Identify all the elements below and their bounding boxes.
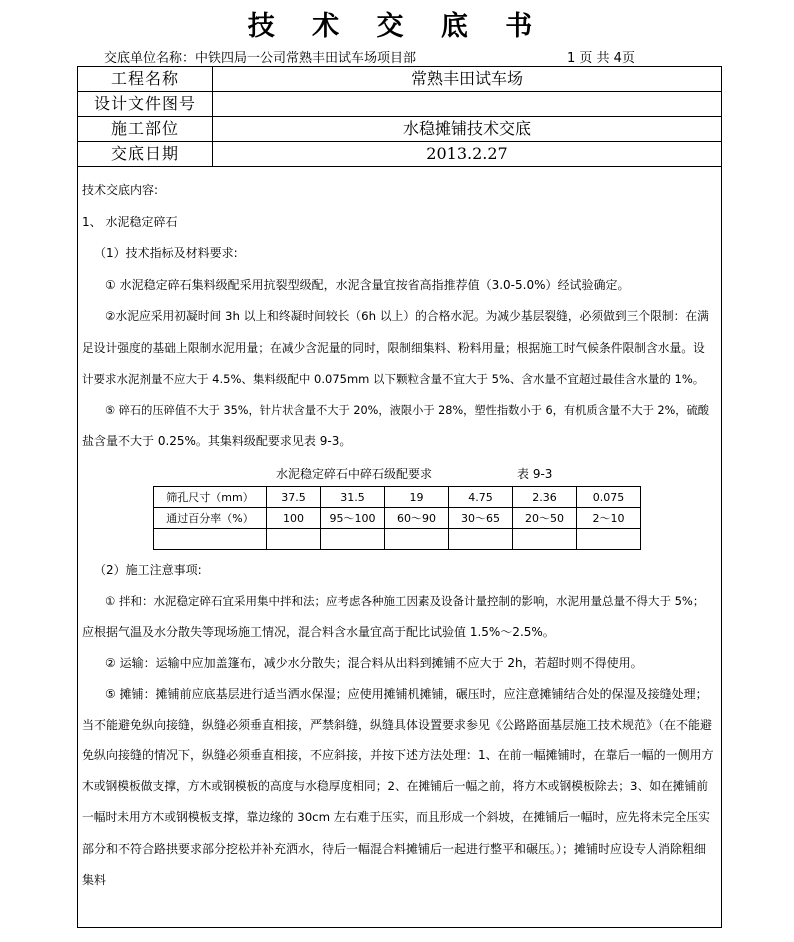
requirement-item-2-line-1: ②水泥应采用初凝时间 3h 以上和终凝时间较长（6h 以上）的合格水泥。为减少基层裂缝，必须做到三个限制：在满 — [105, 309, 709, 323]
table-cell — [449, 529, 513, 550]
table-cell: 2～10 — [577, 508, 641, 529]
table-cell: 20～50 — [513, 508, 577, 529]
row-disclosure-date — [78, 142, 721, 167]
table-cell — [385, 529, 449, 550]
passing-percent-label: 通过百分率（%） — [154, 508, 267, 529]
table-cell: 37.5 — [267, 487, 321, 508]
page-info: 1 页 共 4页 — [567, 51, 635, 66]
table-cell — [321, 529, 385, 550]
document-title: 技 术 交 底 书 — [247, 11, 547, 42]
table-cell — [154, 529, 267, 550]
table-cell: 95～100 — [321, 508, 385, 529]
table-cell — [577, 529, 641, 550]
table-row — [154, 529, 641, 550]
note-paving-line-2: 当不能避免纵向接缝，纵缝必须垂直相接，严禁斜缝，纵缝具体设置要求参见《公路路面基层施工技术规范》（在不能避 — [82, 718, 713, 732]
table-cell: 0.075 — [577, 487, 641, 508]
note-paving-line-1: ⑤ 摊铺：摊铺前应底基层进行适当洒水保湿；应使用摊铺机摊铺，碾压时，应注意摊铺结合处的保湿及接缝处理； — [105, 687, 708, 701]
construction-part-label: 施工部位 — [78, 117, 213, 141]
row-design-drawing — [78, 92, 721, 117]
table-cell — [513, 529, 577, 550]
subsection-technical-requirements: （1）技术指标及材料要求: — [94, 246, 238, 260]
table-cell: 2.36 — [513, 487, 577, 508]
project-name-value: 常熟丰田试车场 — [410, 69, 523, 88]
unit-name-line: 交底单位名称：中铁四局一公司常熟丰田试车场项目部 — [104, 51, 417, 66]
table-cell: 19 — [385, 487, 449, 508]
note-paving-line-6: 部分和不符合路拱要求部分挖松并补充洒水，待后一幅混合料摊铺后一起进行整平和碾压。）；摊铺时应设专人消除粗细 — [82, 842, 707, 856]
disclosure-date-label: 交底日期 — [78, 142, 213, 166]
table-cell: 100 — [267, 508, 321, 529]
table-cell: 31.5 — [321, 487, 385, 508]
design-drawing-label: 设计文件图号 — [78, 92, 213, 116]
note-paving-line-4: 木或钢模板做支撑，方木或钢模板的高度与水稳厚度相同；2、在摊铺后一幅之前，将方木或钢模板除去；3、如在摊铺前 — [82, 779, 708, 793]
requirement-item-3-line-1: ⑤ 碎石的压碎值不大于 35%，针片状含量不大于 20%，液限小于 28%，塑性指数小于 6，有机质含量不大于 2%，硫酸 — [105, 404, 710, 417]
note-paving-line-7: 集料 — [82, 873, 107, 887]
disclosure-date-value: 2013.2.27 — [426, 144, 508, 163]
row-project-name — [78, 67, 721, 92]
table-number: 表 9-3 — [517, 467, 553, 481]
requirement-item-1: ① 水泥稳定碎石集料级配采用抗裂型级配，水泥含量宜按省高指推荐值（3.0-5.0%）经试验确定。 — [105, 278, 630, 292]
requirement-item-3-line-2: 盐含量不大于 0.25%。其集料级配要求见表 9-3。 — [82, 434, 352, 448]
design-drawing-value — [213, 92, 721, 116]
table-caption: 水泥稳定碎石中碎石级配要求 — [276, 467, 433, 481]
subsection-construction-notes: （2）施工注意事项: — [94, 563, 202, 577]
construction-part-value: 水稳摊铺技术交底 — [402, 119, 531, 138]
requirement-item-2-line-2: 足设计强度的基础上限制水泥用量；在减少含泥量的同时，限制细集料、粉料用量；根据施工时气候条件限制含水量。设 — [82, 341, 705, 355]
table-cell — [267, 529, 321, 550]
gradation-table — [153, 486, 641, 550]
table-row — [154, 487, 641, 508]
sieve-size-label: 筛孔尺寸（mm） — [154, 487, 267, 508]
table-cell: 30～65 — [449, 508, 513, 529]
table-cell: 4.75 — [449, 487, 513, 508]
row-construction-part — [78, 117, 721, 142]
note-mixing-line-2: 应根据气温及水分散失等现场施工情况，混合料含水量宜高于配比试验值 1.5%～2.5%。 — [82, 625, 555, 639]
table-row — [154, 508, 641, 529]
note-paving-line-3: 免纵向接缝的情况下，纵缝必须垂直相接，不应斜接，并按下述方法处理：1、在前一幅摊铺时，在靠后一幅的一侧用方 — [82, 748, 714, 762]
section-cement-stabilized-gravel: 1、 水泥稳定碎石 — [82, 215, 178, 229]
note-paving-line-5: 一幅时未用方木或钢模板支撑，靠边缘的 30cm 左右难于压实，而且形成一个斜坡，在摊铺后一幅时，应先将未完全压实 — [82, 810, 710, 824]
content-heading: 技术交底内容: — [82, 183, 159, 197]
note-mixing-line-1: ① 拌和：水泥稳定碎石宜采用集中拌和法；应考虑各种施工因素及设备计量控制的影响，水泥用量总量不得大于 5%； — [105, 594, 705, 608]
table-cell: 60～90 — [385, 508, 449, 529]
note-transport: ② 运输：运输中应加盖篷布，减少水分散失；混合料从出料到摊铺不应大于 2h，若超时则不得使用。 — [105, 656, 643, 670]
project-name-label: 工程名称 — [78, 67, 213, 91]
requirement-item-2-line-3: 计要求水泥剂量不应大于 4.5%、集料级配中 0.075mm 以下颗粒含量不宜大于 5%、含水量不宜超过最佳含水量的 1%。 — [82, 372, 705, 386]
